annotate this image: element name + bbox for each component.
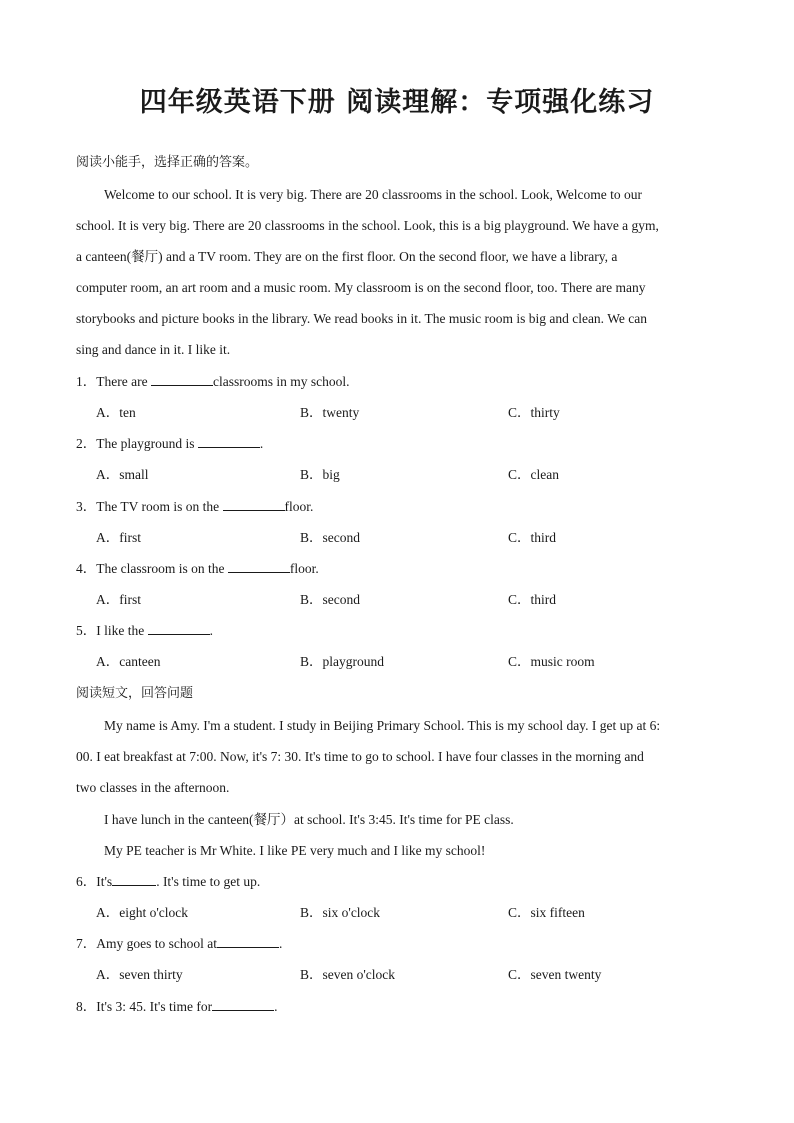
passage-1-line: storybooks and picture books in the library. We read books in it. The music room is big and clean. We can: [76, 311, 647, 326]
option-b: B．second: [300, 592, 360, 607]
answer-blank: [212, 998, 274, 1011]
question-number: 1．: [76, 374, 97, 389]
question-text-before: The classroom is on the: [96, 561, 228, 576]
passage-2-line: My name is Amy. I'm a student. I study in Beijing Primary School. This is my school day. I get up at 6:: [104, 718, 661, 733]
question-number: 8．: [76, 999, 97, 1014]
option-c: C．music room: [508, 654, 595, 669]
option-a: A．canteen: [96, 654, 161, 669]
passage-1-line: a canteen(餐厅) and a TV room. They are on the first floor. On the second floor, we have a library, a: [76, 249, 618, 264]
passage-2-line: I have lunch in the canteen(餐厅）at school. It's 3:45. It's time for PE class.: [104, 812, 514, 827]
question-text-before: Amy goes to school at: [96, 936, 217, 951]
option-c: C．seven twenty: [508, 967, 602, 982]
option-b: B．big: [300, 467, 340, 482]
option-c: C．six fifteen: [508, 905, 585, 920]
answer-blank: [112, 873, 156, 886]
option-b: B．seven o'clock: [300, 967, 396, 982]
passage-1-line: sing and dance in it. I like it.: [76, 342, 231, 357]
question-number: 5．: [76, 623, 97, 638]
passage-1-line: computer room, an art room and a music room. My classroom is on the second floor, too. There are many: [76, 280, 646, 295]
passage-2-line: My PE teacher is Mr White. I like PE very much and I like my school!: [104, 843, 486, 858]
answer-blank: [151, 373, 213, 386]
page-title: 四年级英语下册 阅读理解：专项强化练习: [139, 87, 655, 118]
question-text-after: floor.: [284, 499, 314, 514]
option-a: A．ten: [96, 405, 136, 420]
passage-2-line: 00. I eat breakfast at 7:00. Now, it's 7: 30. It's time to go to school. I have four classes in the morning and: [76, 749, 644, 764]
option-c: C．third: [508, 530, 557, 545]
answer-blank: [217, 935, 279, 948]
question-text-before: I like the: [96, 623, 148, 638]
passage-2-line: two classes in the afternoon.: [76, 780, 230, 795]
option-a: A．seven thirty: [96, 967, 183, 982]
question-4: [76, 560, 319, 578]
option-c: C．clean: [508, 467, 559, 482]
option-b: B．six o'clock: [300, 905, 381, 920]
question-number: 7．: [76, 936, 97, 951]
option-b: B．playground: [300, 654, 384, 669]
question-8: [76, 998, 277, 1016]
answer-blank: [148, 622, 210, 635]
option-c: C．third: [508, 592, 557, 607]
answer-blank: [198, 435, 260, 448]
answer-blank: [223, 498, 285, 511]
passage-1-line: school. It is very big. There are 20 classrooms in the school. Look, this is a big playground. We have a gym,: [76, 218, 659, 233]
question-3: [76, 498, 313, 516]
question-text-before: There are: [96, 374, 151, 389]
question-number: 3．: [76, 499, 97, 514]
question-text-after: floor.: [289, 561, 319, 576]
question-number: 4．: [76, 561, 97, 576]
question-text-before: The playground is: [96, 436, 198, 451]
question-text-before: The TV room is on the: [96, 499, 223, 514]
question-7: [76, 935, 282, 953]
question-text-after: .: [259, 436, 264, 451]
option-a: A．first: [96, 592, 141, 607]
option-a: A．eight o'clock: [96, 905, 189, 920]
passage-1-line: Welcome to our school. It is very big. There are 20 classrooms in the school. Look, Welcome to our: [104, 187, 642, 202]
question-text-before: It's 3: 45. It's time for: [96, 999, 213, 1014]
option-b: B．twenty: [300, 405, 360, 420]
question-number: 2．: [76, 436, 97, 451]
option-a: A．first: [96, 530, 141, 545]
question-6: [76, 873, 260, 891]
question-1: [76, 373, 349, 391]
question-text-after: .: [274, 999, 278, 1014]
answer-blank: [228, 560, 290, 573]
question-text-after: classrooms in my school.: [212, 374, 350, 389]
section-1-heading: 阅读小能手，选择正确的答案。: [76, 155, 259, 170]
question-text-after: . It's time to get up.: [156, 874, 261, 889]
question-text-after: .: [209, 623, 213, 638]
question-2: [76, 435, 263, 453]
option-a: A．small: [96, 467, 149, 482]
option-c: C．thirty: [508, 405, 560, 420]
question-text-before: It's: [96, 874, 113, 889]
question-text-after: .: [279, 936, 283, 951]
question-number: 6．: [76, 874, 97, 889]
option-b: B．second: [300, 530, 360, 545]
question-5: [76, 622, 213, 640]
section-2-heading: 阅读短文，回答问题: [76, 686, 194, 701]
